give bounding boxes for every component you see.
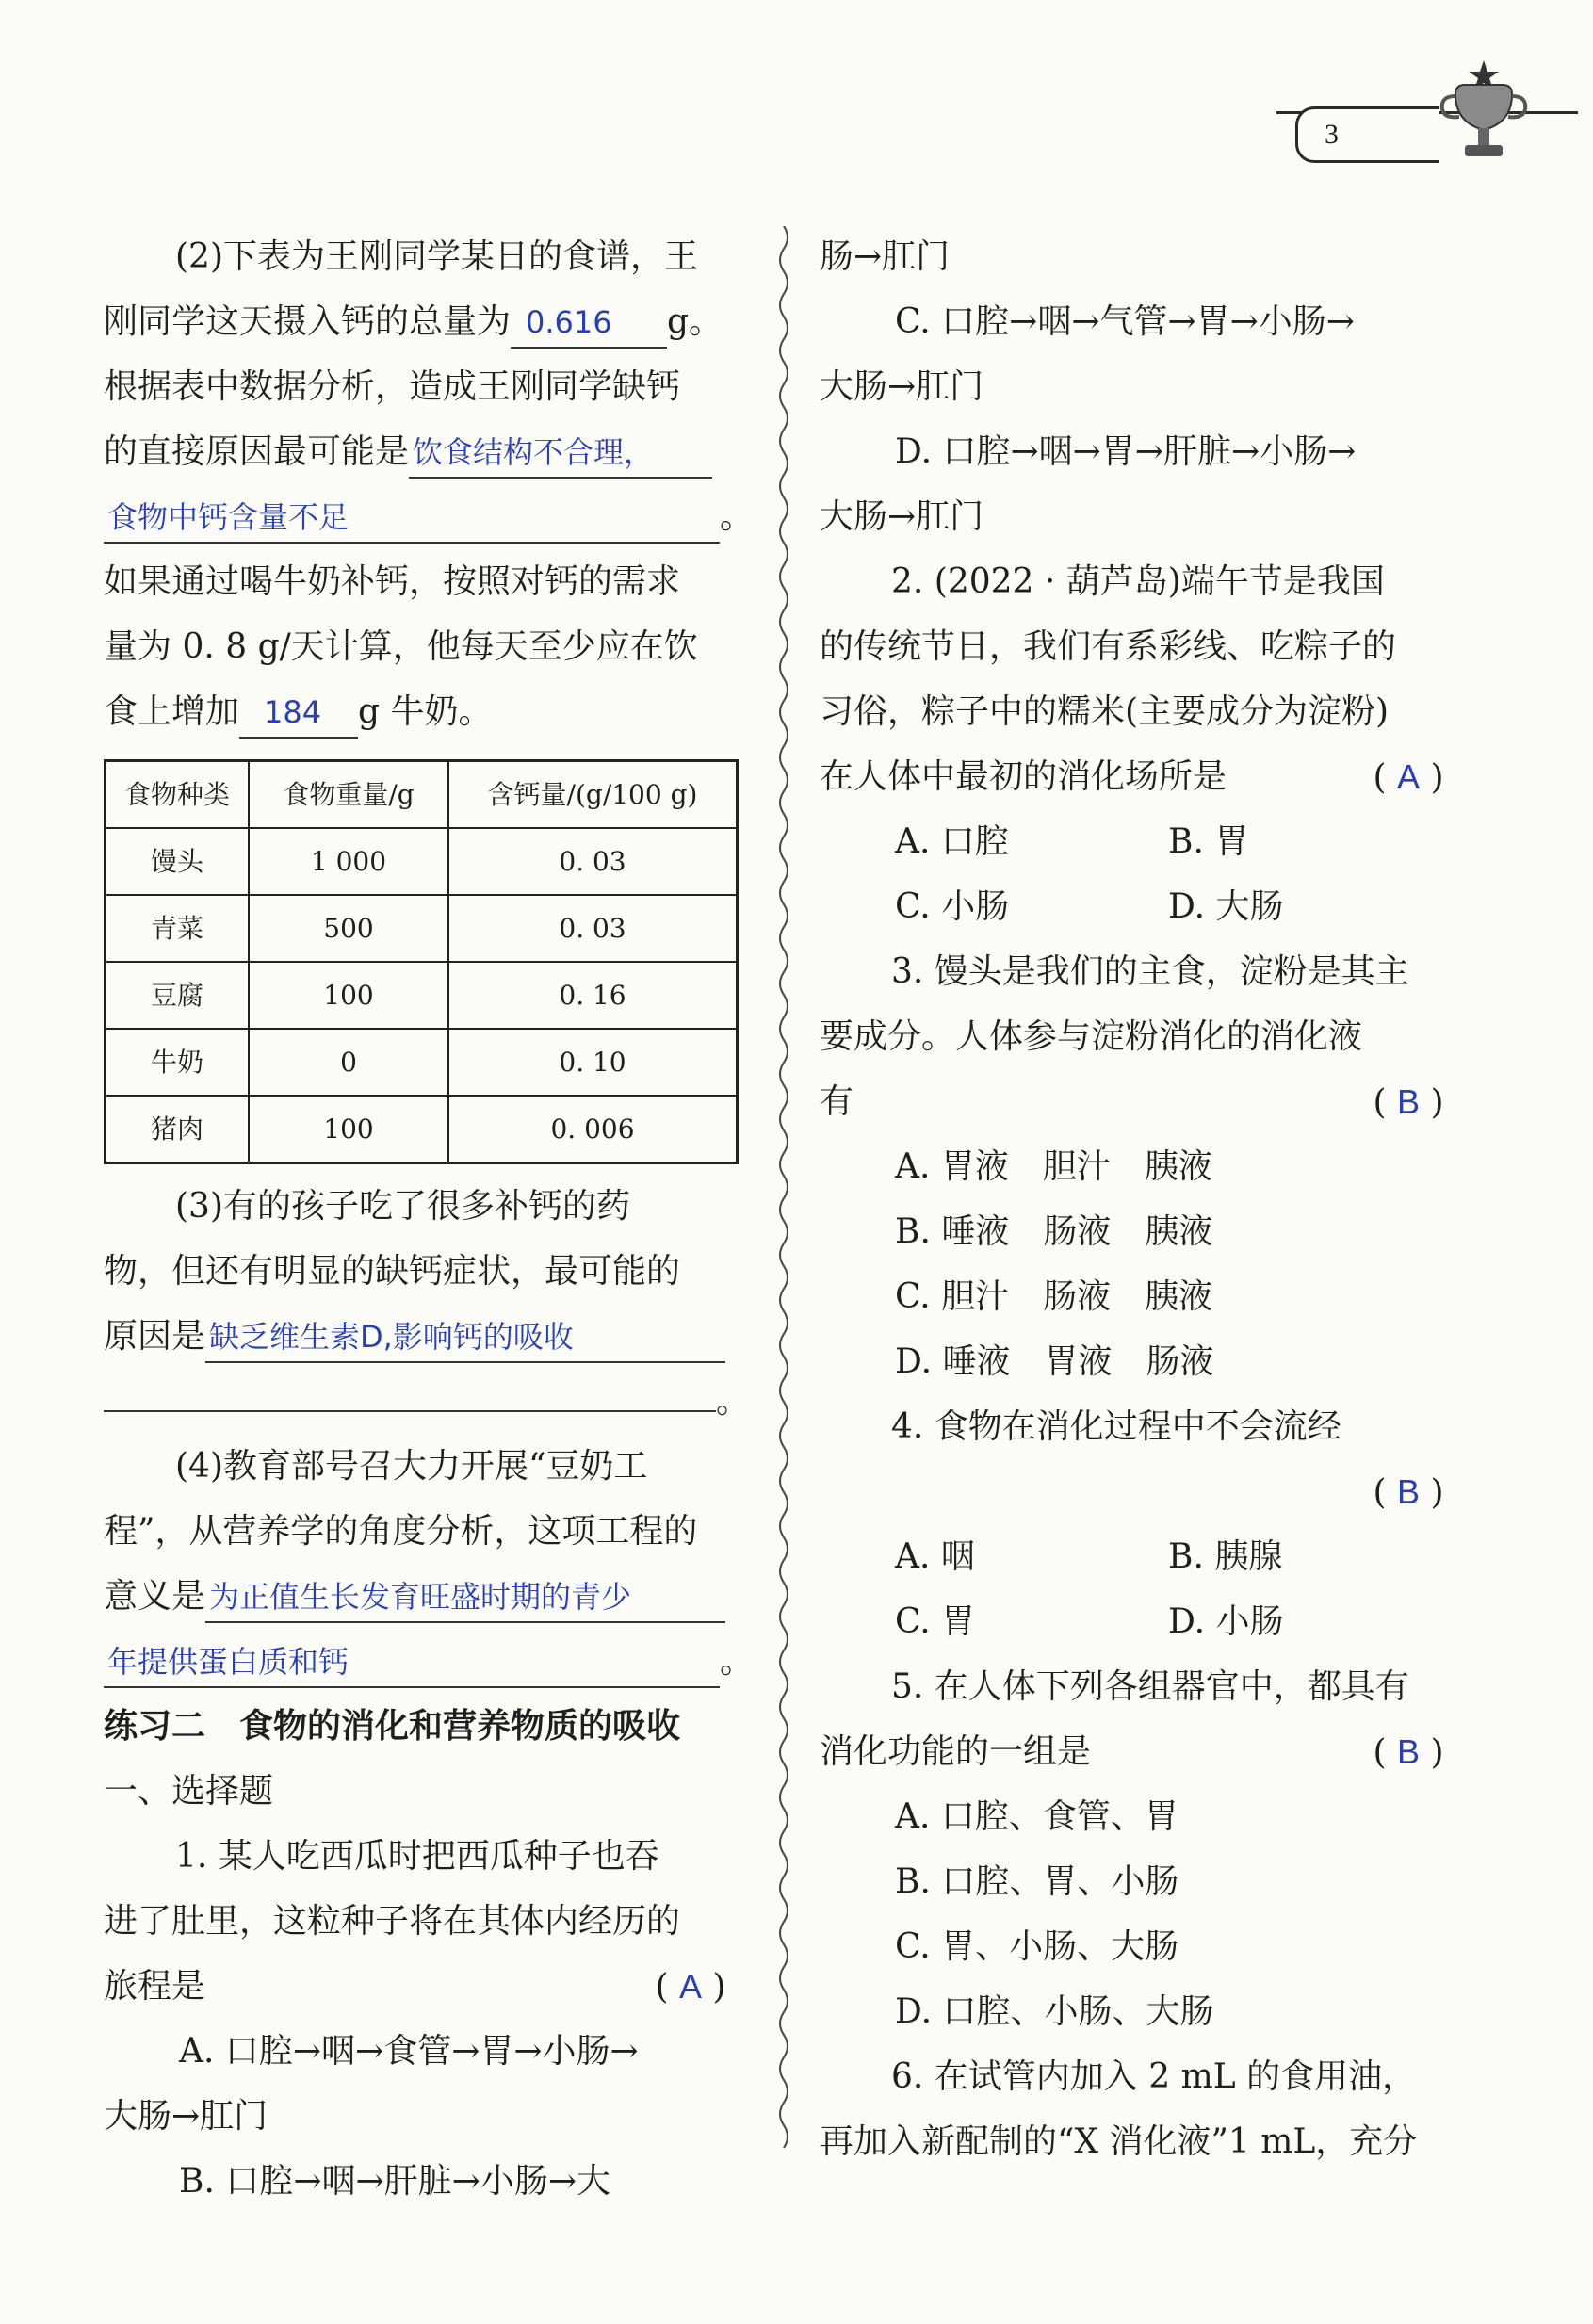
q2-answer-reason-b: 食物中钙含量不足 bbox=[104, 493, 720, 544]
q2-line6: 量为 0. 8 g/天计算，他每天至少应在饮 bbox=[104, 627, 698, 666]
q2-answer-calcium-total: 0.616 bbox=[511, 298, 667, 349]
paren: ( bbox=[655, 1968, 669, 2007]
q2-line4b bbox=[104, 484, 755, 549]
q2-line5: 如果通过喝牛奶补钙，按照对钙的需求 bbox=[104, 562, 681, 601]
table-cell: 0 bbox=[249, 1029, 448, 1096]
mc4-options-ab bbox=[820, 1524, 1357, 1589]
q2-unit: g。 bbox=[667, 302, 723, 341]
q4-line4 bbox=[104, 1629, 755, 1694]
mc2-options-ab bbox=[820, 809, 1357, 874]
q2-answer-reason-a: 饮食结构不合理， bbox=[409, 428, 712, 479]
trophy-icon bbox=[1427, 57, 1540, 170]
table-cell: 0. 16 bbox=[448, 962, 738, 1029]
q3-line2: 物，但还有明显的缺钙症状，最可能的 bbox=[104, 1252, 681, 1291]
mc3-option-d: D. 唾液 胃液 肠液 bbox=[895, 1342, 1214, 1381]
mc1-option-a-line1: A. 口腔→咽→食管→胃→小肠→ bbox=[179, 2032, 639, 2071]
mc1-option-b-line2: 肠→肛门 bbox=[820, 237, 951, 276]
mc5-line1: 5. 在人体下列各组器官中，都具有 bbox=[891, 1667, 1409, 1706]
q3-line3 bbox=[104, 1304, 742, 1369]
q3-line3-text: 原因是 bbox=[104, 1317, 206, 1356]
section-title: 练习二 食物的消化和营养物质的吸收 bbox=[104, 1707, 681, 1746]
table-cell: 500 bbox=[249, 895, 448, 962]
q4-answer-b: 年提供蛋白质和钙 bbox=[104, 1637, 720, 1688]
q2-line2 bbox=[104, 289, 742, 354]
paren: ( bbox=[1373, 758, 1387, 797]
mc5-line2-text: 消化功能的一组是 bbox=[820, 1732, 1092, 1771]
table-cell: 牛奶 bbox=[106, 1029, 250, 1096]
table-cell: 0. 006 bbox=[448, 1096, 738, 1163]
q4-line1: (4)教育部号召大力开展“豆奶工 bbox=[175, 1447, 648, 1486]
mc4-answer-bracket bbox=[1357, 1459, 1460, 1525]
page-number: 3 bbox=[1325, 119, 1339, 150]
mc2-answer-bracket bbox=[1357, 744, 1460, 810]
mc3-answer-bracket bbox=[1357, 1069, 1460, 1135]
mc1-option-d-line2: 大肠→肛门 bbox=[820, 497, 984, 536]
mc1-answer-bracket bbox=[639, 1954, 742, 2020]
q2-answer-milk: 184 bbox=[239, 688, 358, 739]
q4-line2: 程”，从营养学的角度分析，这项工程的 bbox=[104, 1512, 698, 1551]
mc2-option-a: A. 口腔 bbox=[895, 822, 1009, 861]
period: 。 bbox=[716, 1382, 751, 1421]
q3-answer-line2 bbox=[104, 1410, 716, 1412]
q3-answer: 缺乏维生素D,影响钙的吸收 bbox=[205, 1312, 725, 1363]
mc5-option-c: C. 胃、小肠、大肠 bbox=[895, 1927, 1179, 1966]
q2-line1: (2)下表为王刚同学某日的食谱，王 bbox=[175, 237, 698, 276]
q2-line7 bbox=[104, 679, 742, 744]
mc1-option-d-line1: D. 口腔→咽→胃→肝脏→小肠→ bbox=[895, 432, 1357, 471]
q2-line4 bbox=[104, 419, 742, 484]
paren: ) bbox=[712, 1968, 726, 2007]
mc3-line2: 要成分。人体参与淀粉消化的消化液 bbox=[820, 1017, 1363, 1056]
mc1-option-b-line1: B. 口腔→咽→肝脏→小肠→大 bbox=[179, 2162, 610, 2201]
table-row bbox=[106, 1096, 738, 1163]
table-row bbox=[106, 828, 738, 895]
mc3-line1: 3. 馒头是我们的主食，淀粉是其主 bbox=[891, 952, 1409, 991]
mc4-option-c: C. 胃 bbox=[895, 1602, 976, 1641]
q3-line4 bbox=[104, 1369, 751, 1434]
mc4-answer: B bbox=[1396, 1472, 1420, 1511]
table-header: 食物种类 bbox=[106, 761, 250, 829]
mc1-option-a-line2: 大肠→肛门 bbox=[104, 2097, 268, 2136]
q4-line3 bbox=[104, 1564, 742, 1629]
table-header: 食物重量/g bbox=[249, 761, 448, 829]
q2-line3: 根据表中数据分析，造成王刚同学缺钙 bbox=[104, 367, 681, 406]
mc4-line1: 4. 食物在消化过程中不会流经 bbox=[891, 1407, 1341, 1446]
mc2-line3: 习俗，粽子中的糯米(主要成分为淀粉) bbox=[820, 692, 1390, 731]
page-number-tab bbox=[1295, 106, 1439, 163]
mc1-line2: 进了肚里，这粒种子将在其体内经历的 bbox=[104, 1902, 681, 1941]
mc1-option-c-line2: 大肠→肛门 bbox=[820, 367, 984, 406]
mc6-line2: 再加入新配制的“X 消化液”1 mL，充分 bbox=[820, 2122, 1418, 2161]
mc3-option-b: B. 唾液 肠液 胰液 bbox=[895, 1212, 1213, 1251]
mc2-line2: 的传统节日，我们有系彩线、吃粽子的 bbox=[820, 627, 1397, 666]
mc1-answer: A bbox=[678, 1967, 702, 2006]
mc2-line4 bbox=[820, 744, 1460, 809]
mc4-option-a: A. 咽 bbox=[895, 1537, 975, 1576]
q3-line1: (3)有的孩子吃了很多补钙的药 bbox=[175, 1187, 630, 1226]
mc2-option-c: C. 小肠 bbox=[895, 887, 1010, 926]
mc5-line2 bbox=[820, 1719, 1460, 1784]
mc1-option-c-line1: C. 口腔→咽→气管→胃→小肠→ bbox=[895, 302, 1355, 341]
paren: ) bbox=[1430, 1733, 1444, 1772]
paren: ) bbox=[1430, 1473, 1444, 1512]
mc3-option-a: A. 胃液 胆汁 胰液 bbox=[895, 1147, 1212, 1186]
table-cell: 馒头 bbox=[106, 828, 250, 895]
paren: ( bbox=[1373, 1733, 1387, 1772]
paren: ) bbox=[1430, 1083, 1444, 1122]
paren: ( bbox=[1373, 1473, 1387, 1512]
paren: ) bbox=[1430, 758, 1444, 797]
mc5-option-d: D. 口腔、小肠、大肠 bbox=[895, 1992, 1214, 2031]
left-column bbox=[104, 224, 755, 2214]
right-column bbox=[820, 224, 1460, 2174]
table-cell: 1 000 bbox=[249, 828, 448, 895]
table-row bbox=[106, 895, 738, 962]
table-cell: 0. 03 bbox=[448, 895, 738, 962]
period: 。 bbox=[720, 1642, 755, 1681]
mc2-option-b: B. 胃 bbox=[1168, 822, 1249, 861]
calcium-table bbox=[104, 759, 739, 1164]
mc3-line3-text: 有 bbox=[820, 1082, 854, 1121]
mc3-option-c: C. 胆汁 肠液 胰液 bbox=[895, 1277, 1213, 1316]
paren: ( bbox=[1373, 1083, 1387, 1122]
mc2-options-cd bbox=[820, 874, 1460, 939]
q4-line3-text: 意义是 bbox=[104, 1577, 206, 1616]
table-row bbox=[106, 1029, 738, 1096]
mc5-option-a: A. 口腔、食管、胃 bbox=[895, 1797, 1178, 1836]
table-cell: 青菜 bbox=[106, 895, 250, 962]
table-cell: 豆腐 bbox=[106, 962, 250, 1029]
mc2-line1: 2. (2022 · 葫芦岛)端午节是我国 bbox=[891, 562, 1385, 601]
mc4-option-b: B. 胰腺 bbox=[1168, 1537, 1283, 1576]
table-row bbox=[106, 962, 738, 1029]
mc5-answer: B bbox=[1396, 1732, 1420, 1771]
q2-line2-text: 刚同学这天摄入钙的总量为 bbox=[104, 302, 512, 341]
mc5-answer-bracket bbox=[1357, 1719, 1460, 1785]
q4-answer-a: 为正值生长发育旺盛时期的青少 bbox=[205, 1572, 725, 1623]
mc1-line3-text: 旅程是 bbox=[104, 1967, 206, 2006]
table-cell: 0. 03 bbox=[448, 828, 738, 895]
column-divider bbox=[774, 226, 793, 2157]
section-subtitle: 一、选择题 bbox=[104, 1772, 274, 1811]
mc4-line2 bbox=[820, 1459, 1460, 1524]
table-cell: 100 bbox=[249, 1096, 448, 1163]
mc5-option-b: B. 口腔、胃、小肠 bbox=[895, 1862, 1179, 1901]
table-cell: 100 bbox=[249, 962, 448, 1029]
q2-line7-unit: g 牛奶。 bbox=[358, 692, 493, 731]
mc4-options-cd bbox=[820, 1589, 1460, 1654]
q2-line4-text: 的直接原因最可能是 bbox=[104, 432, 410, 471]
table-cell: 猪肉 bbox=[106, 1096, 250, 1163]
mc2-line4-text: 在人体中最初的消化场所是 bbox=[820, 757, 1227, 796]
mc3-line3 bbox=[820, 1069, 1460, 1134]
mc1-line1: 1. 某人吃西瓜时把西瓜种子也吞 bbox=[175, 1837, 659, 1876]
mc3-answer: B bbox=[1396, 1082, 1420, 1121]
table-header: 含钙量/(g/100 g) bbox=[448, 761, 738, 829]
table-cell: 0. 10 bbox=[448, 1029, 738, 1096]
q2-line7-text: 食上增加 bbox=[104, 692, 240, 731]
table-header-row bbox=[106, 761, 738, 829]
mc6-line1: 6. 在试管内加入 2 mL 的食用油， bbox=[891, 2057, 1417, 2096]
mc2-answer: A bbox=[1396, 757, 1420, 796]
mc4-option-d: D. 小肠 bbox=[1168, 1602, 1284, 1641]
mc1-line3 bbox=[104, 1954, 742, 2019]
period: 。 bbox=[720, 497, 755, 536]
mc2-option-d: D. 大肠 bbox=[1168, 887, 1284, 926]
